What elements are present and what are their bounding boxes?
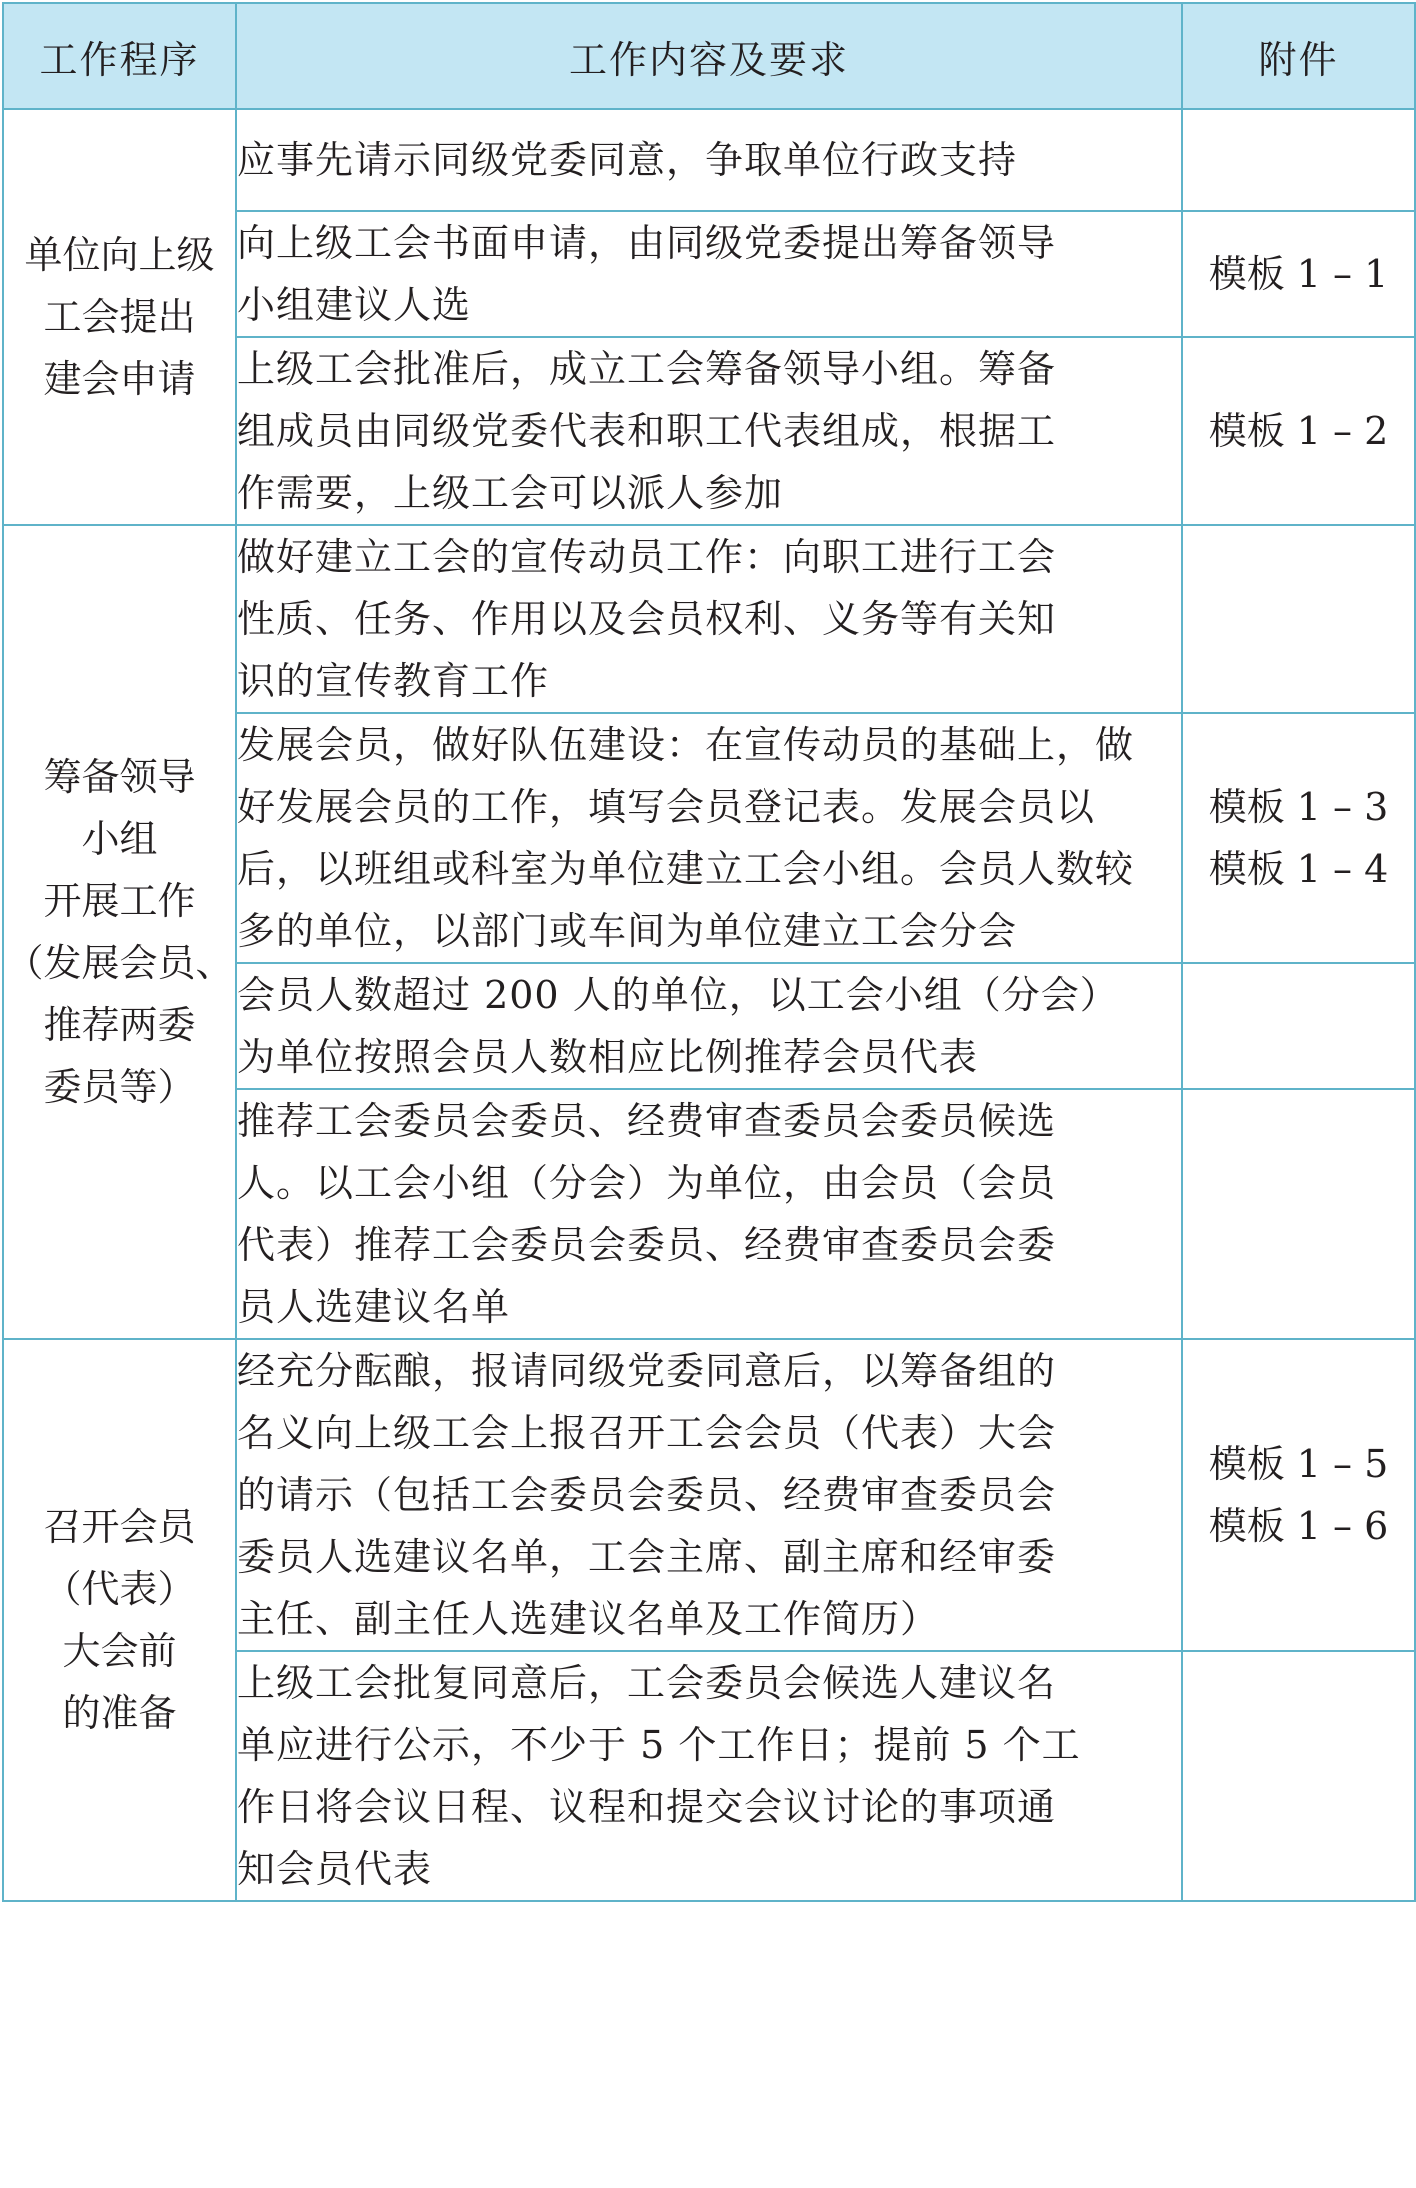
step-line: 召开会员 (43, 1505, 196, 1549)
step-line: 筹备领导 (43, 755, 196, 799)
content-cell (236, 211, 1182, 337)
content-line: 做好建立工会的宣传动员工作：向职工进行工会 (237, 535, 1057, 579)
content-line: 单应进行公示，不少于 5 个工作日；提前 5 个工 (237, 1723, 1081, 1767)
content-line: 好发展会员的工作，填写会员登记表。发展会员以 (237, 785, 1096, 829)
step-line: 开展工作 (43, 879, 196, 923)
content-line: 应事先请示同级党委同意，争取单位行政支持 (237, 138, 1018, 182)
step-line: 建会申请 (43, 357, 196, 401)
header-step: 工作程序 (3, 3, 236, 109)
step-cell (3, 109, 236, 525)
attachment-cell (1182, 713, 1415, 963)
attachment-cell (1182, 337, 1415, 525)
step-line: （代表） (43, 1567, 196, 1611)
header-content: 工作内容及要求 (236, 3, 1182, 109)
content-line: 人。以工会小组（分会）为单位，由会员（会员 (237, 1161, 1057, 1205)
content-line: 向上级工会书面申请，由同级党委提出筹备领导 (237, 221, 1057, 265)
content-line: 的请示（包括工会委员会委员、经费审查委员会 (237, 1473, 1057, 1517)
step-line: 单位向上级 (24, 233, 215, 277)
content-line: 会员人数超过 200 人的单位，以工会小组（分会） (237, 973, 1119, 1017)
content-cell (236, 525, 1182, 713)
content-line: 作需要，上级工会可以派人参加 (237, 471, 784, 515)
content-line: 名义向上级工会上报召开工会会员（代表）大会 (237, 1411, 1057, 1455)
table-row (3, 109, 1415, 211)
content-cell (236, 713, 1182, 963)
step-line: 小组 (81, 817, 158, 861)
content-cell (236, 963, 1182, 1089)
content-cell (236, 1651, 1182, 1901)
content-cell (236, 337, 1182, 525)
content-line: 小组建议人选 (237, 283, 472, 327)
attachment-cell (1182, 211, 1415, 337)
content-line: 为单位按照会员人数相应比例推荐会员代表 (237, 1035, 979, 1079)
step-cell (3, 1339, 236, 1901)
attachment-cell (1182, 963, 1415, 1089)
attachment-cell (1182, 525, 1415, 713)
table-row (3, 525, 1415, 713)
table-row (3, 1339, 1415, 1651)
content-line: 多的单位，以部门或车间为单位建立工会分会 (237, 909, 1018, 953)
table-body (3, 109, 1415, 1901)
content-cell (236, 1089, 1182, 1339)
content-line: 员人选建议名单 (237, 1285, 511, 1329)
content-line: 组成员由同级党委代表和职工代表组成，根据工 (237, 409, 1057, 453)
procedure-table (2, 2, 1416, 1902)
step-line: 大会前 (62, 1629, 177, 1673)
step-line: 的准备 (62, 1691, 177, 1735)
attachment-cell (1182, 1089, 1415, 1339)
content-line: 发展会员，做好队伍建设：在宣传动员的基础上，做 (237, 723, 1135, 767)
content-line: 经充分酝酿，报请同级党委同意后，以筹备组的 (237, 1349, 1057, 1393)
content-line: 代表）推荐工会委员会委员、经费审查委员会委 (237, 1223, 1057, 1267)
step-line: 委员等） (43, 1065, 196, 1109)
header-attachment: 附件 (1182, 3, 1415, 109)
content-line: 主任、副主任人选建议名单及工作简历） (237, 1597, 940, 1641)
content-cell (236, 109, 1182, 211)
template-reference: 模板 1 – 5 (1208, 1442, 1389, 1486)
attachment-cell (1182, 109, 1415, 211)
content-line: 识的宣传教育工作 (237, 659, 550, 703)
step-line: （发展会员、 (5, 941, 234, 985)
template-reference: 模板 1 – 3 (1208, 785, 1389, 829)
template-reference: 模板 1 – 4 (1208, 847, 1389, 891)
template-reference: 模板 1 – 6 (1208, 1504, 1389, 1548)
content-line: 推荐工会委员会委员、经费审查委员会委员候选 (237, 1099, 1057, 1143)
content-line: 性质、任务、作用以及会员权利、义务等有关知 (237, 597, 1057, 641)
content-line: 作日将会议日程、议程和提交会议讨论的事项通 (237, 1785, 1057, 1829)
content-cell (236, 1339, 1182, 1651)
header-row (3, 3, 1415, 109)
content-line: 知会员代表 (237, 1847, 433, 1891)
attachment-cell (1182, 1339, 1415, 1651)
template-reference: 模板 1 – 2 (1208, 409, 1389, 453)
template-reference: 模板 1 – 1 (1208, 252, 1389, 296)
step-cell (3, 525, 236, 1339)
table-header (3, 3, 1415, 109)
content-line: 后，以班组或科室为单位建立工会小组。会员人数较 (237, 847, 1135, 891)
content-line: 委员人选建议名单，工会主席、副主席和经审委 (237, 1535, 1057, 1579)
content-line: 上级工会批复同意后，工会委员会候选人建议名 (237, 1661, 1057, 1705)
attachment-cell (1182, 1651, 1415, 1901)
step-line: 工会提出 (43, 295, 196, 339)
content-line: 上级工会批准后，成立工会筹备领导小组。筹备 (237, 347, 1057, 391)
step-line: 推荐两委 (43, 1003, 196, 1047)
